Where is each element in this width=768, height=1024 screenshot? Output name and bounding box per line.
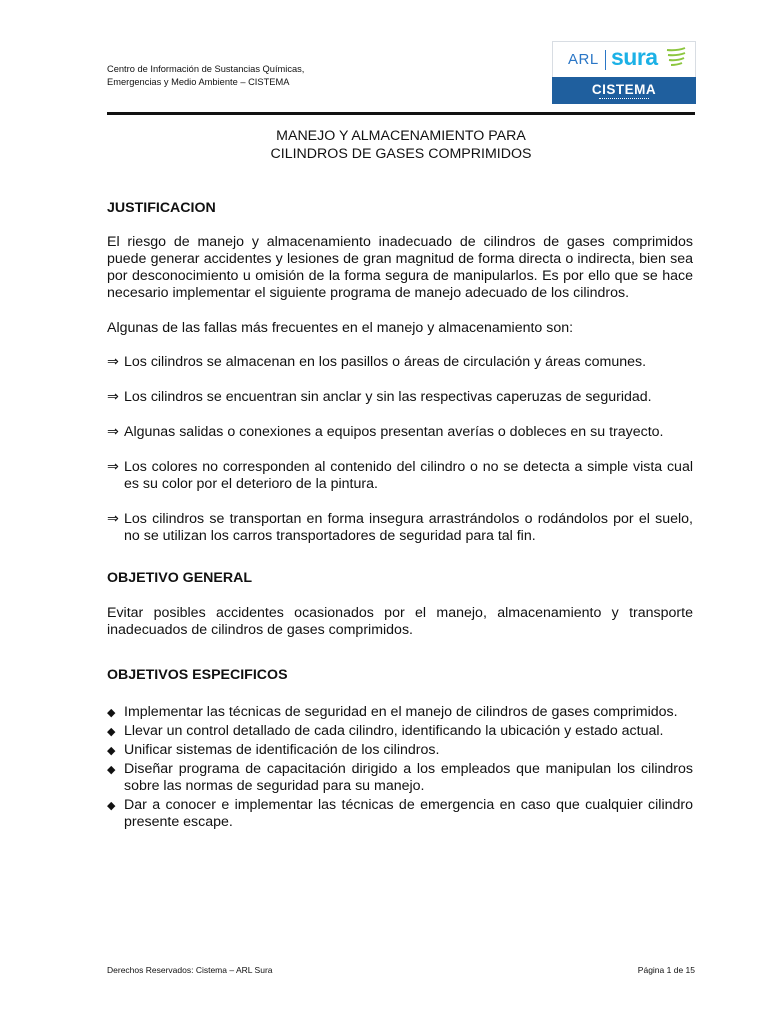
list-item-text: Los cilindros se transportan en forma insegura arrastrándolos o rodándolos por el suelo, no se utilizan los carros transportadores de seguridad para tal fin.	[124, 511, 693, 544]
list-item	[107, 354, 693, 371]
list-item-text: Los colores no corresponden al contenido del cilindro o no se detecta a simple vista cual es su color por el deterioro de la pintura.	[124, 459, 693, 492]
list-item-text: Los cilindros se almacenan en los pasillos o áreas de circulación y áreas comunes.	[124, 354, 647, 370]
arrow-right-icon: ⇒	[107, 511, 119, 527]
list-item-text: Implementar las técnicas de seguridad en el manejo de cilindros de gases comprimidos.	[124, 704, 678, 720]
objetivo-general-paragraph: Evitar posibles accidentes ocasionados por el manejo, almacenamiento y transporte inadecuados de cilindros de gases comprimidos.	[107, 605, 693, 638]
document-body	[107, 200, 693, 831]
justificacion-paragraph-1: El riesgo de manejo y almacenamiento inadecuado de cilindros de gases comprimidos puede generar accidentes y lesiones de gran magnitud de forma directa o indirecta, bien sea por desconocimiento u omisión de la forma segura de manipularlos. Es por ello que se hace necesario implementar el siguiente programa de manejo adecuado de los cilindros.	[107, 234, 693, 301]
title-line-1: MANEJO Y ALMACENAMIENTO PARA	[276, 128, 526, 144]
list-item	[107, 761, 693, 795]
list-item-text: Diseñar programa de capacitación dirigido a los empleados que manipulan los cilindros sobre las normas de seguridad para su manejo.	[124, 761, 693, 794]
heading-objetivo-general: OBJETIVO GENERAL	[107, 570, 253, 586]
document-title	[107, 127, 695, 163]
diamond-bullet-icon: ◆	[107, 764, 116, 776]
list-item	[107, 459, 693, 493]
list-item	[107, 742, 693, 759]
list-item-text: Algunas salidas o conexiones a equipos presentan averías o dobleces en su trayecto.	[124, 424, 664, 440]
diamond-bullet-icon: ◆	[107, 800, 116, 812]
diamond-bullet-icon: ◆	[107, 726, 116, 738]
logo-separator	[605, 50, 606, 70]
footer-copyright: Derechos Reservados: Cistema – ARL Sura	[107, 965, 273, 975]
arrow-right-icon: ⇒	[107, 389, 119, 405]
list-item-text: Llevar un control detallado de cada cilindro, identificando la ubicación y estado actual.	[124, 723, 664, 739]
organization-header	[107, 63, 304, 89]
header-divider	[107, 112, 695, 115]
arl-sura-cistema-logo	[552, 41, 696, 104]
list-item-text: Unificar sistemas de identificación de los cilindros.	[124, 742, 440, 758]
list-item	[107, 511, 693, 545]
logo-top-panel	[552, 41, 696, 77]
organization-line-2: Emergencias y Medio Ambiente – CISTEMA	[107, 77, 290, 87]
logo-arl-text: ARL	[568, 51, 599, 68]
list-item-text: Dar a conocer e implementar las técnicas de emergencia en caso que cualquier cilindro presente escape.	[124, 797, 693, 830]
objetivos-especificos-list	[107, 704, 693, 831]
list-item-text: Los cilindros se encuentran sin anclar y sin las respectivas caperuzas de seguridad.	[124, 389, 652, 405]
diamond-bullet-icon: ◆	[107, 745, 116, 757]
list-item	[107, 797, 693, 831]
fallas-list	[107, 354, 693, 545]
footer-page-number: Página 1 de 15	[637, 965, 695, 975]
list-item	[107, 424, 693, 441]
diamond-bullet-icon: ◆	[107, 707, 116, 719]
arrow-right-icon: ⇒	[107, 424, 119, 440]
organization-line-1: Centro de Información de Sustancias Químicas,	[107, 64, 305, 74]
arrow-right-icon: ⇒	[107, 354, 119, 370]
sura-swoosh-icon	[665, 46, 687, 70]
logo-dots	[599, 98, 649, 100]
list-item	[107, 389, 693, 406]
heading-objetivos-especificos: OBJETIVOS ESPECIFICOS	[107, 667, 288, 683]
justificacion-paragraph-2: Algunas de las fallas más frecuentes en el manejo y almacenamiento son:	[107, 320, 574, 336]
logo-cistema-bar	[552, 77, 696, 104]
list-item	[107, 723, 693, 740]
list-item	[107, 704, 693, 721]
heading-justificacion: JUSTIFICACION	[107, 200, 216, 216]
logo-sura-text: sura	[611, 44, 658, 70]
arrow-right-icon: ⇒	[107, 459, 119, 475]
logo-cistema-text: CISTEMA	[591, 82, 657, 97]
title-line-2: CILINDROS DE GASES COMPRIMIDOS	[270, 146, 532, 162]
